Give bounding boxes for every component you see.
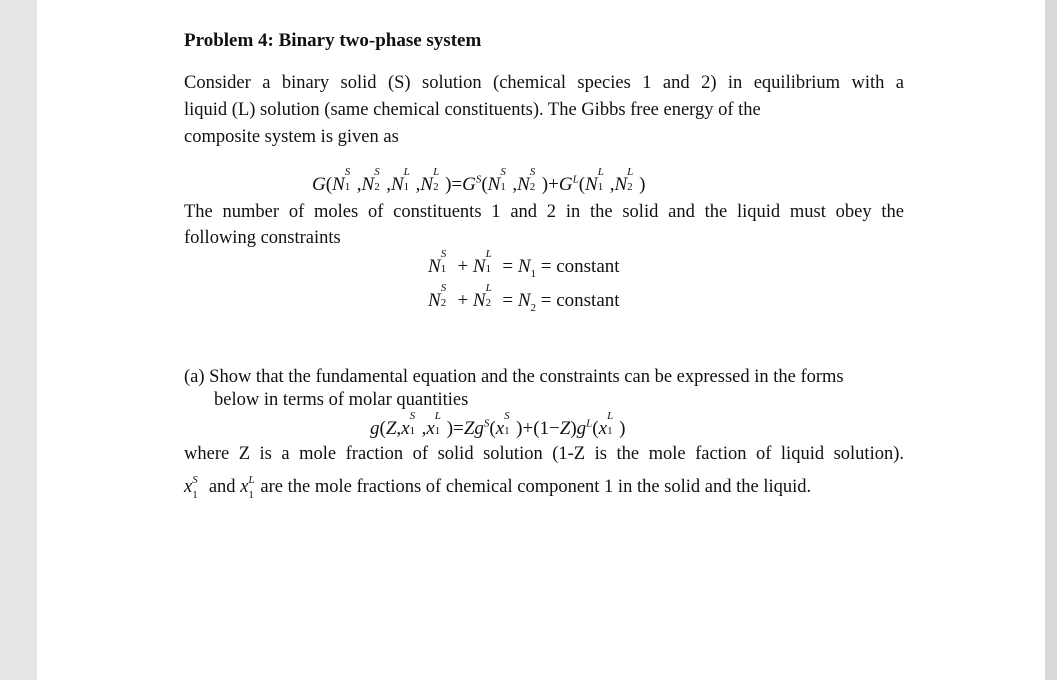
constant-label-1: constant (556, 256, 620, 277)
gibbs-equation: G(N S 1 ,N S 2 ,N L 1 ,N L 2 )$=G^S(N$ S 1 ,N S 2 )$+G^L(N$ L 1 ,N L 2 ) (312, 166, 646, 195)
last-line-suffix: are the mole fractions of chemical component 1 in the solid and the liquid. (260, 477, 812, 497)
part-a-line-2: below in terms of molar quantities (214, 390, 469, 410)
scrollbar-track[interactable] (1045, 0, 1057, 680)
molar-equation: g(Z,x S 1 ,x L 1 )$=Zg^S(x$ S 1 )$+(1-Z)g^L(x$ L 1 ) (370, 410, 626, 439)
part-a-line-1: (a) Show that the fundamental equation and the constraints can be expressed in the forms (184, 367, 844, 387)
and-word: and (208, 477, 236, 497)
constraints-line-2: following constraints (184, 228, 341, 248)
last-line: x S 1 and x L 1 are the mole fractions of chemical component 1 in the solid and the liquid. (184, 474, 812, 501)
intro-line-2: liquid (L) solution (same chemical constituents). The Gibbs free energy of the (184, 100, 761, 120)
constraints-line-1: The number of moles of constituents 1 and 2 in the solid and the liquid must obey the (184, 202, 904, 222)
constant-label-2: constant (556, 290, 620, 311)
where-line: where Z is a mole fraction of solid solution (1-Z is the mole faction of liquid solution). (184, 444, 904, 464)
intro-line-3: composite system is given as (184, 127, 399, 147)
constraint-equation-2: N S 2 + N L 2 = $N_2$ = constant (428, 282, 620, 314)
problem-title: Problem 4: Binary two-phase system (184, 30, 482, 51)
constraint-equation-1: N S 1 + N L 1 = $N_1$ = constant (428, 248, 620, 280)
intro-line-1: Consider a binary solid (S) solution (chemical species 1 and 2) in equilibrium with a (184, 73, 904, 93)
